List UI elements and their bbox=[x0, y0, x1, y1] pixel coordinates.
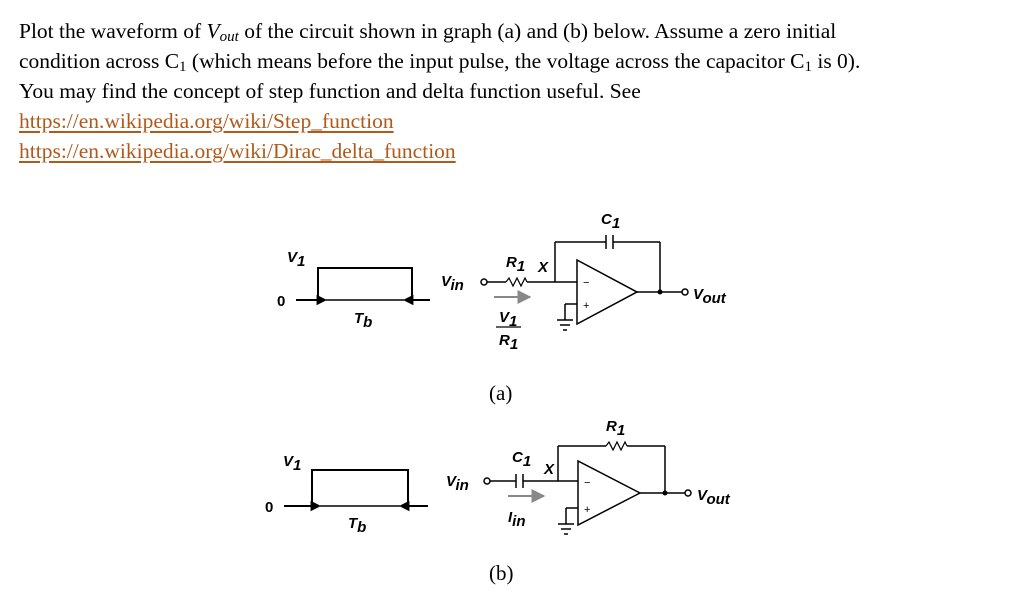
output-node-dot bbox=[663, 491, 668, 496]
capacitor-c1-feedback bbox=[555, 211, 660, 249]
resistor-r1-series bbox=[506, 254, 527, 286]
iin-label: Iin bbox=[508, 509, 526, 530]
noninverting-input-sign: + bbox=[583, 300, 590, 312]
pulse-width-label: Tb bbox=[348, 515, 367, 536]
text: Plot the waveform of bbox=[19, 19, 207, 43]
circuit-a bbox=[277, 211, 727, 405]
input-pulse-a bbox=[277, 249, 430, 331]
capacitor-c1-series bbox=[512, 449, 531, 488]
problem-line-3: You may find the concept of step function and delta function useful. See bbox=[19, 79, 641, 103]
pulse-low-label: 0 bbox=[277, 293, 286, 310]
dirac-delta-link[interactable]: https://en.wikipedia.org/wiki/Dirac_delta_function bbox=[19, 139, 456, 163]
output-terminal bbox=[682, 289, 688, 295]
circuit-b bbox=[265, 418, 731, 585]
output-terminal bbox=[685, 490, 691, 496]
vout-label: Vout bbox=[697, 487, 730, 508]
opamp-a bbox=[577, 260, 637, 324]
inverting-input-sign: − bbox=[584, 477, 591, 489]
step-function-link[interactable]: https://en.wikipedia.org/wiki/Step_function bbox=[19, 109, 394, 133]
output-node-dot bbox=[658, 290, 663, 295]
inverting-input-sign: − bbox=[583, 277, 590, 289]
c1-label: C1 bbox=[512, 449, 532, 470]
pulse-low-label: 0 bbox=[265, 499, 274, 516]
vout-label: Vout bbox=[693, 286, 726, 307]
input-pulse-b bbox=[265, 453, 428, 536]
opamp-b bbox=[578, 461, 640, 525]
problem-line-2: condition across $C_1$ (which means before the input pulse, the voltage across the capacitor $C_1$ is 0). bbox=[19, 49, 861, 75]
noninverting-input-sign: + bbox=[584, 504, 591, 516]
input-terminal bbox=[484, 478, 490, 484]
vin-label: Vin bbox=[446, 473, 469, 494]
resistor-r1-feedback bbox=[558, 418, 665, 450]
pulse-high-label: V1 bbox=[287, 249, 306, 270]
node-x-label: X bbox=[544, 461, 555, 478]
node-x-label: X bbox=[538, 259, 549, 276]
r1-label: R1 bbox=[606, 418, 626, 439]
current-denominator: R1 bbox=[499, 332, 519, 353]
caption-a: (a) bbox=[489, 381, 513, 405]
caption-b: (b) bbox=[489, 561, 514, 585]
pulse-high-label: V1 bbox=[283, 453, 302, 474]
ground-b bbox=[558, 524, 574, 534]
c1-label: C1 bbox=[601, 211, 621, 232]
input-terminal bbox=[481, 279, 487, 285]
pulse-width-label: Tb bbox=[354, 310, 373, 331]
text: of the circuit shown in graph (a) and (b) below. Assume a zero initial bbox=[238, 19, 837, 43]
ground-a bbox=[557, 320, 573, 330]
vout-symbol: $V_{out}$ bbox=[206, 19, 239, 45]
r1-label: R1 bbox=[506, 254, 526, 275]
vin-label: Vin bbox=[441, 273, 464, 294]
current-numerator: V1 bbox=[499, 309, 518, 330]
